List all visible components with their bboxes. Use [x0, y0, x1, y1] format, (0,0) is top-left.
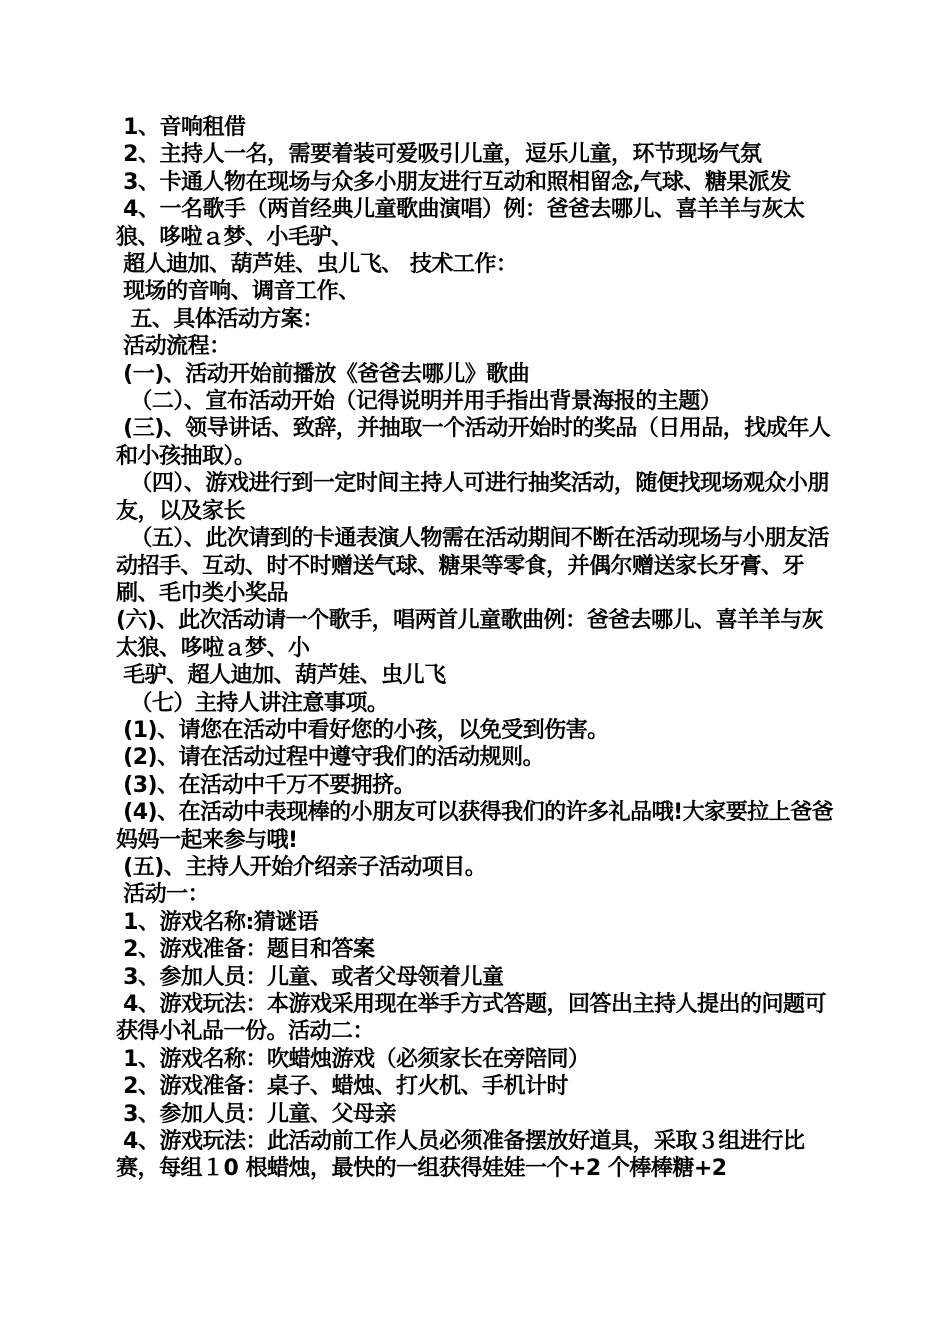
text-line: 活动一： — [116, 882, 210, 908]
text-line: (一)、活动开始前播放《爸爸去哪儿》歌曲 — [116, 361, 530, 387]
text-line: 活动流程： — [116, 334, 231, 360]
text-line: 现场的音响、调音工作、 — [116, 279, 360, 305]
text-line: 2、游戏准备：题目和答案 — [116, 937, 375, 963]
text-line: （五）、此次请到的卡通表演人物需在活动期间不断在活动现场与小朋友活动招手、互动、时不时赠送气球、糖果等零食，并偶尔赠送家长牙膏、牙刷、毛巾类小奖品 — [116, 526, 829, 606]
text-line: (2)、请在活动过程中遵守我们的活动规则。 — [116, 745, 545, 771]
text-line: 4、游戏玩法：此活动前工作人员必须准备摆放好道具，采取３组进行比赛，每组１0 根蜡烛，最快的一组获得娃娃一个+2 个棒棒糖+2 — [116, 1129, 805, 1182]
text-line: 1、游戏名称:猜谜语 — [116, 909, 319, 935]
text-line: (3)、在活动中千万不要拥挤。 — [116, 772, 416, 798]
section-heading: 五、具体活动方案： — [116, 306, 324, 332]
text-line: (三)、领导讲话、致辞，并抽取一个活动开始时的奖品（日用品，找成年人和小孩抽取）。 — [116, 416, 831, 469]
text-line: 毛驴、超人迪加、葫芦娃、虫儿飞 — [116, 663, 446, 689]
text-line: 3、卡通人物在现场与众多小朋友进行互动和照相留念,气球、糖果派发 — [116, 169, 791, 195]
text-line: (六)、此次活动请一个歌手，唱两首儿童歌曲例：爸爸去哪儿、喜羊羊与灰太狼、哆啦ａ梦、小 — [116, 608, 824, 661]
text-line: 2、主持人一名，需要着装可爱吸引儿童，逗乐儿童，环节现场气氛 — [116, 142, 762, 168]
text-line: 4、游戏玩法：本游戏采用现在举手方式答题，回答出主持人提出的问题可获得小礼品一份。活动二： — [116, 992, 826, 1045]
text-line: 1、游戏名称：吹蜡烛游戏（必须家长在旁陪同） — [116, 1046, 590, 1072]
document-body — [116, 114, 836, 1183]
text-line: (五)、主持人开始介绍亲子活动项目。 — [116, 854, 487, 880]
text-line: （七）主持人讲注意事项。 — [116, 690, 389, 716]
text-line: 2、游戏准备：桌子、蜡烛、打火机、手机计时 — [116, 1074, 568, 1100]
text-line: 3、参加人员：儿童、父母亲 — [116, 1101, 396, 1127]
text-line: (1)、请您在活动中看好您的小孩，以免受到伤害。 — [116, 717, 609, 743]
text-line: （四）、游戏进行到一定时间主持人可进行抽奖活动，随便找现场观众小朋友，以及家长 — [116, 471, 829, 524]
text-line: 3、参加人员：儿童、或者父母领着儿童 — [116, 964, 504, 990]
text-line: （二）、宣布活动开始（记得说明并用手指出背景海报的主题） — [116, 389, 722, 415]
text-line: (4)、在活动中表现棒的小朋友可以获得我们的许多礼品哦!大家要拉上爸爸妈妈一起来参与哦! — [116, 800, 834, 853]
text-line: 4、一名歌手（两首经典儿童歌曲演唱）例：爸爸去哪儿、喜羊羊与灰太狼、哆啦ａ梦、小毛驴、 — [116, 197, 805, 250]
text-line: 超人迪加、葫芦娃、虫儿飞、 技术工作： — [116, 252, 518, 278]
text-line: 1、音响租借 — [116, 115, 246, 140]
